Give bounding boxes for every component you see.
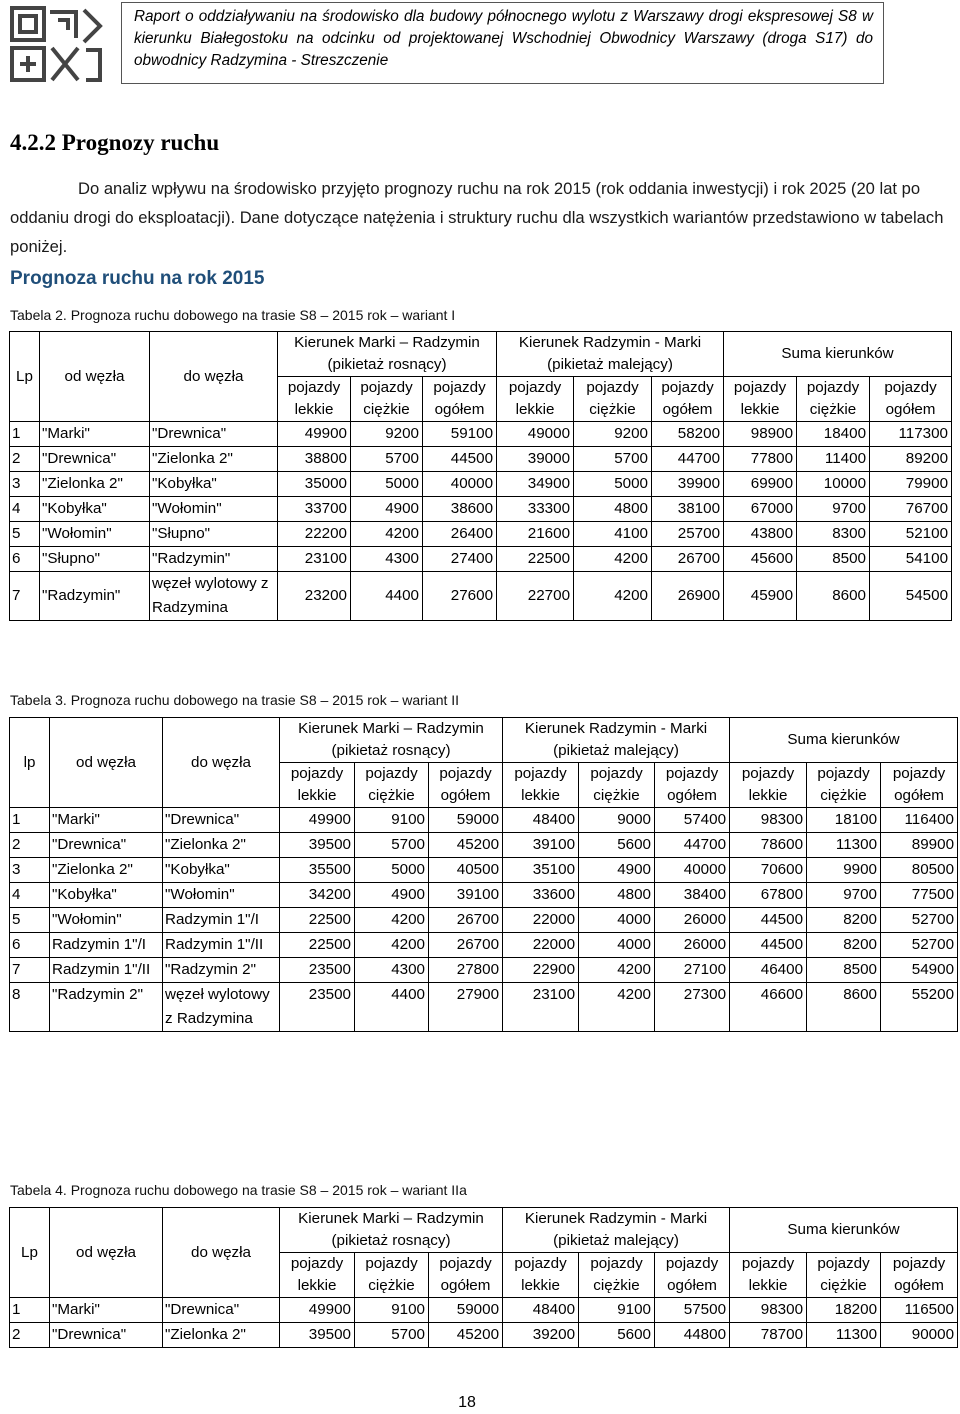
cell-value: 39900: [652, 472, 724, 497]
cell-value: 27900: [429, 983, 503, 1032]
cell-value: 22500: [280, 908, 355, 933]
cell-value: 4300: [355, 958, 429, 983]
cell-do: "Wołomin": [150, 497, 278, 522]
cell-value: 46600: [730, 983, 807, 1032]
cell-do: "Zielonka 2": [150, 447, 278, 472]
cell-value: 69900: [724, 472, 797, 497]
cell-value: 10000: [797, 472, 870, 497]
table-row: [10, 447, 952, 472]
cell-value: 8500: [797, 547, 870, 572]
cell-value: 54100: [870, 547, 952, 572]
cell-value: 45200: [429, 833, 503, 858]
cell-value: 5000: [355, 858, 429, 883]
cell-value: 34900: [497, 472, 574, 497]
header-ogolem: pojazdy ogółem: [429, 763, 503, 808]
header-lekkie: pojazdy lekkie: [724, 377, 797, 422]
cell-do: "Radzymin 2": [163, 958, 280, 983]
header-od: od węzła: [50, 1208, 163, 1298]
cell-od: "Marki": [50, 1298, 163, 1323]
cell-od: "Drewnica": [40, 447, 150, 472]
cell-value: 52700: [881, 933, 958, 958]
cell-value: 9700: [807, 883, 881, 908]
cell-do: "Zielonka 2": [163, 1323, 280, 1348]
cell-value: 9200: [574, 422, 652, 447]
cell-lp: 7: [10, 958, 50, 983]
header-ogolem: pojazdy ogółem: [429, 1253, 503, 1298]
cell-value: 27300: [655, 983, 730, 1032]
cell-lp: 1: [10, 808, 50, 833]
table-row: [10, 983, 958, 1032]
cell-value: 4200: [579, 958, 655, 983]
cell-value: 45200: [429, 1323, 503, 1348]
cell-value: 39500: [280, 1323, 355, 1348]
cell-value: 4200: [574, 547, 652, 572]
cell-value: 44500: [730, 933, 807, 958]
cell-value: 57500: [655, 1298, 730, 1323]
cell-value: 5700: [351, 447, 423, 472]
header-lekkie: pojazdy lekkie: [503, 763, 579, 808]
cell-do: węzeł wylotowy z Radzymina: [150, 572, 278, 621]
cell-od: "Drewnica": [50, 833, 163, 858]
cell-value: 27100: [655, 958, 730, 983]
cell-value: 39500: [280, 833, 355, 858]
cell-value: 9200: [351, 422, 423, 447]
table-row: [10, 497, 952, 522]
cell-value: 23100: [278, 547, 351, 572]
cell-value: 27600: [423, 572, 497, 621]
table-row: [10, 883, 958, 908]
header-lekkie: pojazdy lekkie: [730, 763, 807, 808]
table-row: [10, 958, 958, 983]
cell-value: 116500: [881, 1298, 958, 1323]
table-row: [10, 572, 952, 621]
header-ciezkie: pojazdy ciężkie: [807, 763, 881, 808]
cell-lp: 6: [10, 933, 50, 958]
cell-value: 58200: [652, 422, 724, 447]
cell-value: 35500: [280, 858, 355, 883]
cell-value: 9100: [355, 1298, 429, 1323]
header-ogolem: pojazdy ogółem: [870, 377, 952, 422]
cell-value: 77800: [724, 447, 797, 472]
cell-lp: 6: [10, 547, 40, 572]
header-ciezkie: pojazdy ciężkie: [807, 1253, 881, 1298]
cell-lp: 7: [10, 572, 40, 621]
cell-value: 4200: [355, 933, 429, 958]
cell-value: 5700: [574, 447, 652, 472]
header-direction-2: Kierunek Radzymin - Marki (pikietaż malejący): [497, 332, 724, 377]
header-ogolem: pojazdy ogółem: [881, 763, 958, 808]
cell-value: 4200: [351, 522, 423, 547]
cell-value: 52700: [881, 908, 958, 933]
cell-value: 98900: [724, 422, 797, 447]
cell-value: 70600: [730, 858, 807, 883]
cell-value: 26400: [423, 522, 497, 547]
cell-value: 25700: [652, 522, 724, 547]
cell-value: 4800: [579, 883, 655, 908]
cell-value: 76700: [870, 497, 952, 522]
cell-value: 54500: [870, 572, 952, 621]
cell-value: 9000: [579, 808, 655, 833]
forecast-subheading: Prognoza ruchu na rok 2015: [10, 268, 265, 289]
cell-lp: 4: [10, 497, 40, 522]
cell-value: 26000: [655, 933, 730, 958]
cell-lp: 3: [10, 472, 40, 497]
cell-value: 4900: [355, 883, 429, 908]
header-ogolem: pojazdy ogółem: [655, 1253, 730, 1298]
cell-value: 4400: [355, 983, 429, 1032]
cell-value: 26700: [429, 933, 503, 958]
header-lp: Lp: [10, 1208, 50, 1298]
cell-do: Radzymin 1"/II: [163, 933, 280, 958]
cell-lp: 3: [10, 858, 50, 883]
cell-value: 23500: [280, 983, 355, 1032]
cell-value: 43800: [724, 522, 797, 547]
cell-value: 4200: [574, 572, 652, 621]
table-row: [10, 522, 952, 547]
cell-value: 9100: [579, 1298, 655, 1323]
cell-value: 67800: [730, 883, 807, 908]
table-row: [10, 808, 958, 833]
cell-value: 5700: [355, 833, 429, 858]
header-sum: Suma kierunków: [724, 332, 952, 377]
cell-value: 4900: [351, 497, 423, 522]
table-2-caption: Tabela 2. Prognoza ruchu dobowego na trasie S8 – 2015 rok – wariant I: [10, 307, 456, 323]
table-row: [10, 1298, 958, 1323]
cell-value: 4000: [579, 933, 655, 958]
cell-value: 5000: [351, 472, 423, 497]
cell-value: 78700: [730, 1323, 807, 1348]
cell-od: Radzymin 1"/II: [50, 958, 163, 983]
intro-text: Do analiz wpływu na środowisko przyjęto prognozy ruchu na rok 2015 (rok oddania inwestycji) i rok 2025 (20 lat po oddaniu drogi do eksploatacji). Dane dotyczące natężenia i struktury ruchu dla wszystkich wariantów przedstawiono w tabelach poniżej.: [10, 179, 944, 256]
header-ciezkie: pojazdy ciężkie: [579, 1253, 655, 1298]
table-row: [10, 1323, 958, 1348]
cell-value: 39100: [503, 833, 579, 858]
cell-od: "Zielonka 2": [50, 858, 163, 883]
cell-value: 48400: [503, 808, 579, 833]
cell-value: 48400: [503, 1298, 579, 1323]
cell-value: 49000: [497, 422, 574, 447]
header-ciezkie: pojazdy ciężkie: [355, 763, 429, 808]
cell-value: 8300: [797, 522, 870, 547]
header-ogolem: pojazdy ogółem: [423, 377, 497, 422]
cell-value: 57400: [655, 808, 730, 833]
section-number: 4.2.2: [10, 130, 56, 155]
cell-value: 22900: [503, 958, 579, 983]
header-lekkie: pojazdy lekkie: [280, 763, 355, 808]
cell-value: 44500: [730, 908, 807, 933]
cell-do: Radzymin 1"/I: [163, 908, 280, 933]
cell-value: 33600: [503, 883, 579, 908]
cell-do: "Kobyłka": [150, 472, 278, 497]
cell-od: "Radzymin 2": [50, 983, 163, 1032]
cell-value: 89900: [881, 833, 958, 858]
header-do: do węzła: [163, 1208, 280, 1298]
table-row: [10, 422, 952, 447]
cell-lp: 5: [10, 908, 50, 933]
cell-do: węzeł wylotowy z Radzymina: [163, 983, 280, 1032]
cell-value: 117300: [870, 422, 952, 447]
cell-value: 4400: [351, 572, 423, 621]
cell-value: 11300: [807, 1323, 881, 1348]
cell-value: 38100: [652, 497, 724, 522]
cell-lp: 2: [10, 1323, 50, 1348]
traffic-table-variant-2: [9, 717, 958, 1032]
cell-value: 26700: [429, 908, 503, 933]
cell-value: 45600: [724, 547, 797, 572]
cell-value: 27800: [429, 958, 503, 983]
cell-od: "Drewnica": [50, 1323, 163, 1348]
cell-value: 44800: [655, 1323, 730, 1348]
cell-do: "Zielonka 2": [163, 833, 280, 858]
cell-lp: 2: [10, 447, 40, 472]
cell-od: "Wołomin": [50, 908, 163, 933]
header-lp: lp: [10, 718, 50, 808]
header-ciezkie: pojazdy ciężkie: [579, 763, 655, 808]
header-lekkie: pojazdy lekkie: [280, 1253, 355, 1298]
cell-value: 23500: [280, 958, 355, 983]
table-row: [10, 833, 958, 858]
header-ciezkie: pojazdy ciężkie: [797, 377, 870, 422]
cell-od: "Zielonka 2": [40, 472, 150, 497]
cell-value: 38400: [655, 883, 730, 908]
cell-value: 9900: [807, 858, 881, 883]
cell-do: "Radzymin": [150, 547, 278, 572]
intro-paragraph: [10, 174, 950, 261]
header-sum: Suma kierunków: [730, 718, 958, 763]
cell-do: "Drewnica": [150, 422, 278, 447]
cell-lp: 2: [10, 833, 50, 858]
header-do: do węzła: [163, 718, 280, 808]
cell-lp: 8: [10, 983, 50, 1032]
cell-do: "Drewnica": [163, 808, 280, 833]
cell-value: 44700: [655, 833, 730, 858]
cell-value: 77500: [881, 883, 958, 908]
cell-value: 49900: [278, 422, 351, 447]
header-do: do węzła: [150, 332, 278, 422]
cell-value: 33700: [278, 497, 351, 522]
cell-value: 35100: [503, 858, 579, 883]
header-direction-1: Kierunek Marki – Radzymin (pikietaż rosnący): [280, 718, 503, 763]
cell-value: 8600: [797, 572, 870, 621]
header-ogolem: pojazdy ogółem: [655, 763, 730, 808]
cell-value: 59000: [429, 808, 503, 833]
cell-od: "Marki": [40, 422, 150, 447]
cell-value: 9700: [797, 497, 870, 522]
cell-value: 4100: [574, 522, 652, 547]
header-lekkie: pojazdy lekkie: [497, 377, 574, 422]
cell-value: 39200: [503, 1323, 579, 1348]
header-direction-2: Kierunek Radzymin - Marki (pikietaż malejący): [503, 718, 730, 763]
table-row: [10, 933, 958, 958]
cell-od: "Marki": [50, 808, 163, 833]
header-od: od węzła: [50, 718, 163, 808]
cell-value: 98300: [730, 1298, 807, 1323]
cell-lp: 5: [10, 522, 40, 547]
header-od: od węzła: [40, 332, 150, 422]
table-row: [10, 472, 952, 497]
cell-od: "Radzymin": [40, 572, 150, 621]
cell-do: "Drewnica": [163, 1298, 280, 1323]
cell-value: 67000: [724, 497, 797, 522]
header-ogolem: pojazdy ogółem: [881, 1253, 958, 1298]
cell-value: 22500: [280, 933, 355, 958]
cell-value: 40000: [655, 858, 730, 883]
traffic-table-variant-2a: [9, 1207, 958, 1348]
header-lekkie: pojazdy lekkie: [278, 377, 351, 422]
cell-value: 21600: [497, 522, 574, 547]
cell-value: 5600: [579, 833, 655, 858]
cell-value: 5600: [579, 1323, 655, 1348]
page-number: 18: [458, 1394, 476, 1411]
header-lp: Lp: [10, 332, 40, 422]
cell-value: 23100: [503, 983, 579, 1032]
cell-value: 23200: [278, 572, 351, 621]
cell-value: 98300: [730, 808, 807, 833]
cell-od: "Słupno": [40, 547, 150, 572]
cell-value: 54900: [881, 958, 958, 983]
header-lekkie: pojazdy lekkie: [503, 1253, 579, 1298]
cell-value: 49900: [280, 808, 355, 833]
table-row: [10, 547, 952, 572]
cell-value: 79900: [870, 472, 952, 497]
cell-value: 18100: [807, 808, 881, 833]
cell-value: 59100: [423, 422, 497, 447]
cell-value: 4300: [351, 547, 423, 572]
header-sum: Suma kierunków: [730, 1208, 958, 1253]
cell-value: 8200: [807, 908, 881, 933]
cell-od: "Wołomin": [40, 522, 150, 547]
cell-do: "Wołomin": [163, 883, 280, 908]
cell-lp: 1: [10, 422, 40, 447]
cell-value: 22000: [503, 933, 579, 958]
cell-value: 18200: [807, 1298, 881, 1323]
traffic-table-variant-1: [9, 331, 952, 621]
cell-value: 90000: [881, 1323, 958, 1348]
cell-value: 26900: [652, 572, 724, 621]
cell-lp: 1: [10, 1298, 50, 1323]
cell-value: 45900: [724, 572, 797, 621]
cell-value: 44500: [423, 447, 497, 472]
header-direction-2: Kierunek Radzymin - Marki (pikietaż malejący): [503, 1208, 730, 1253]
cell-do: "Kobyłka": [163, 858, 280, 883]
cell-value: 18400: [797, 422, 870, 447]
cell-value: 8200: [807, 933, 881, 958]
cell-value: 4200: [579, 983, 655, 1032]
cell-value: 78600: [730, 833, 807, 858]
header-text: Raport o oddziaływaniu na środowisko dla budowy północnego wylotu z Warszawy drogi ekspresowej S8 w kierunku Białegostoku na odcinku od projektowanej Wschodniej Obwodnicy Warszawy (droga S17) do obwodnicy Radzymina - Streszczenie: [134, 8, 873, 69]
cell-value: 34200: [280, 883, 355, 908]
cell-value: 26000: [655, 908, 730, 933]
table-row: [10, 858, 958, 883]
cell-value: 5000: [574, 472, 652, 497]
cell-value: 4200: [355, 908, 429, 933]
document-header: [121, 2, 884, 84]
cell-value: 22200: [278, 522, 351, 547]
cell-value: 5700: [355, 1323, 429, 1348]
cell-lp: 4: [10, 883, 50, 908]
cell-value: 27400: [423, 547, 497, 572]
cell-od: Radzymin 1"/I: [50, 933, 163, 958]
cell-value: 26700: [652, 547, 724, 572]
cell-value: 40000: [423, 472, 497, 497]
header-ciezkie: pojazdy ciężkie: [574, 377, 652, 422]
cell-value: 4000: [579, 908, 655, 933]
cell-value: 38600: [423, 497, 497, 522]
cell-value: 11400: [797, 447, 870, 472]
table-4-caption: Tabela 4. Prognoza ruchu dobowego na trasie S8 – 2015 rok – wariant IIa: [10, 1182, 467, 1198]
cell-value: 39100: [429, 883, 503, 908]
cell-value: 4800: [574, 497, 652, 522]
cell-value: 52100: [870, 522, 952, 547]
table-3-caption: Tabela 3. Prognoza ruchu dobowego na trasie S8 – 2015 rok – wariant II: [10, 692, 460, 708]
cell-value: 8500: [807, 958, 881, 983]
cell-value: 22500: [497, 547, 574, 572]
cell-value: 49900: [280, 1298, 355, 1323]
cell-value: 35000: [278, 472, 351, 497]
cell-value: 33300: [497, 497, 574, 522]
cell-value: 80500: [881, 858, 958, 883]
cell-value: 39000: [497, 447, 574, 472]
cell-value: 9100: [355, 808, 429, 833]
cell-value: 38800: [278, 447, 351, 472]
cell-value: 89200: [870, 447, 952, 472]
header-ciezkie: pojazdy ciężkie: [355, 1253, 429, 1298]
header-ogolem: pojazdy ogółem: [652, 377, 724, 422]
cell-value: 8600: [807, 983, 881, 1032]
cell-value: 44700: [652, 447, 724, 472]
cell-value: 4900: [579, 858, 655, 883]
table-row: [10, 908, 958, 933]
cell-value: 22700: [497, 572, 574, 621]
header-direction-1: Kierunek Marki – Radzymin (pikietaż rosnący): [278, 332, 497, 377]
section-title: [10, 130, 219, 156]
header-direction-1: Kierunek Marki – Radzymin (pikietaż rosnący): [280, 1208, 503, 1253]
logo-icon: [6, 4, 106, 88]
cell-od: "Kobyłka": [50, 883, 163, 908]
cell-value: 40500: [429, 858, 503, 883]
cell-value: 46400: [730, 958, 807, 983]
cell-value: 116400: [881, 808, 958, 833]
cell-value: 22000: [503, 908, 579, 933]
cell-od: "Kobyłka": [40, 497, 150, 522]
section-title-text: Prognozy ruchu: [61, 130, 220, 155]
cell-do: "Słupno": [150, 522, 278, 547]
cell-value: 55200: [881, 983, 958, 1032]
cell-value: 11300: [807, 833, 881, 858]
header-ciezkie: pojazdy ciężkie: [351, 377, 423, 422]
header-lekkie: pojazdy lekkie: [730, 1253, 807, 1298]
cell-value: 59000: [429, 1298, 503, 1323]
